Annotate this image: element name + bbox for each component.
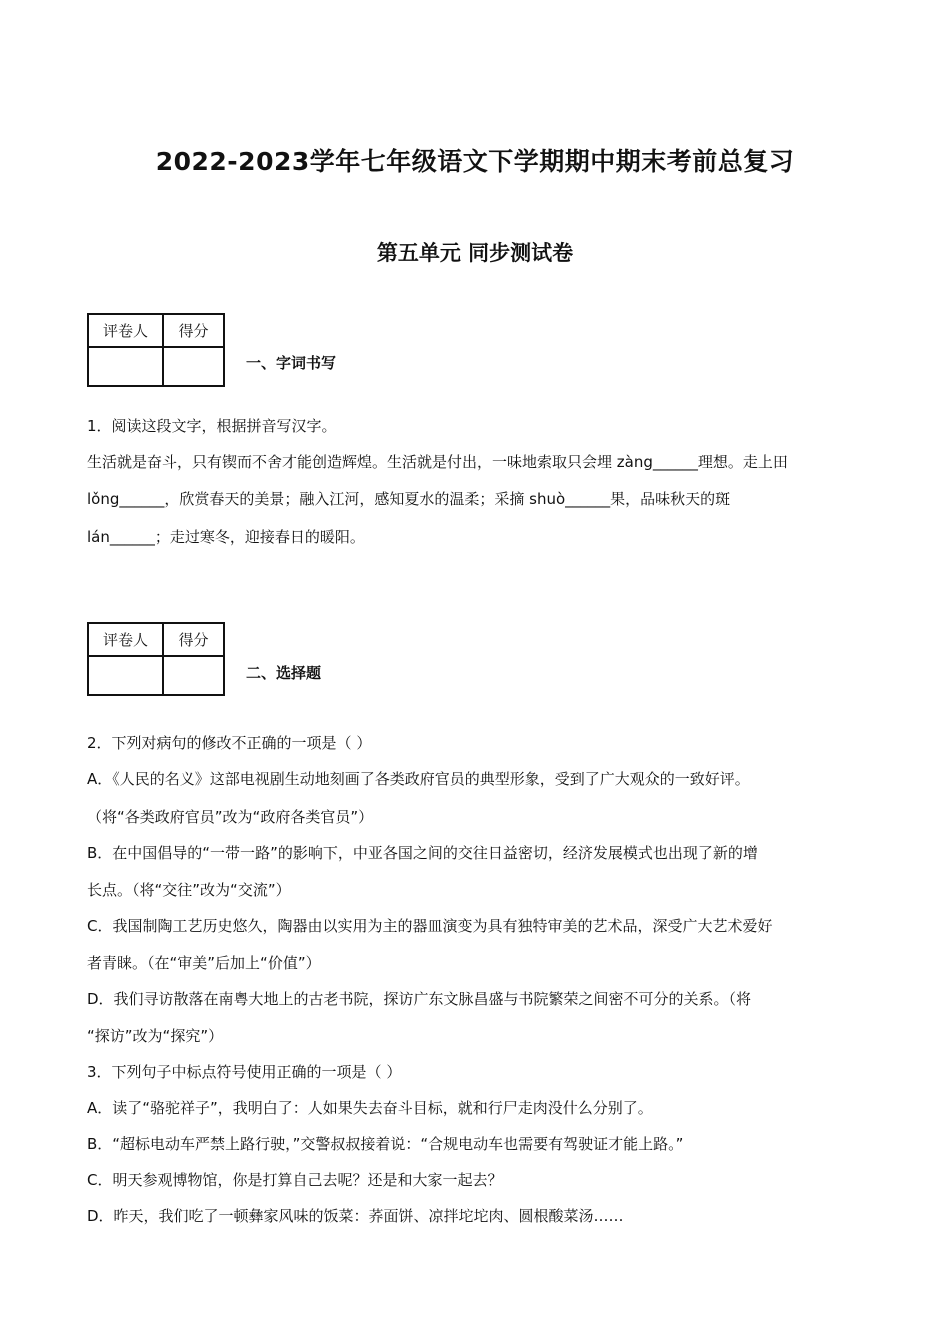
score-table-section-1 [87,313,225,387]
question-1-text-line: lǒng______，欣赏春天的美景；融入江河，感知夏水的温柔；采摘 shuò______果，品味秋天的斑 [87,490,731,508]
question-2-option-b: B．在中国倡导的“一带一路”的影响下，中亚各国之间的交往日益密切，经济发展模式也出现了新的增 [87,844,758,862]
score-cell [163,347,224,386]
reviewer-label: 评卷人 [88,623,163,656]
score-table-section-2 [87,622,225,696]
score-label: 得分 [163,314,224,347]
question-2-option-a: A．《人民的名义》这部电视剧生动地刻画了各类政府官员的典型形象，受到了广大观众的一致好评。 [87,770,750,788]
score-label: 得分 [163,623,224,656]
question-2-option-b-note: 长点。（将“交往”改为“交流”） [87,881,291,899]
reviewer-cell [88,656,163,695]
question-2-option-c: C．我国制陶工艺历史悠久，陶器由以实用为主的器皿演变为具有独特审美的艺术品，深受广大艺术爱好 [87,917,773,935]
reviewer-label: 评卷人 [88,314,163,347]
section-1-heading: 一、字词书写 [246,354,337,372]
main-title: 2022-2023学年七年级语文下学期期中期末考前总复习 [155,147,795,176]
question-3-option-a: A．读了“骆驼祥子”，我明白了：人如果失去奋斗目标，就和行尸走肉没什么分别了。 [87,1099,653,1117]
question-3-option-d: D．昨天，我们吃了一顿彝家风味的饭菜：荞面饼、凉拌坨坨肉、圆根酸菜汤…… [87,1207,624,1225]
question-1-prompt: 1．阅读这段文字，根据拼音写汉字。 [87,417,337,435]
reviewer-cell [88,347,163,386]
question-3-option-b: B．“超标电动车严禁上路行驶，”交警叔叔接着说：“合规电动车也需要有驾驶证才能上路。” [87,1135,684,1153]
sub-title: 第五单元 同步测试卷 [376,241,574,265]
question-1-text-line: 生活就是奋斗，只有锲而不舍才能创造辉煌。生活就是付出，一味地索取只会埋 zàng______理想。走上田 [87,453,788,471]
question-3-option-c: C．明天参观博物馆，你是打算自己去呢？还是和大家一起去？ [87,1171,503,1189]
question-2-option-d: D．我们寻访散落在南粤大地上的古老书院，探访广东文脉昌盛与书院繁荣之间密不可分的关系。（将 [87,990,752,1008]
score-cell [163,656,224,695]
question-1-text-line: lán______；走过寒冬，迎接春日的暖阳。 [87,528,365,546]
section-2-heading: 二、选择题 [246,664,322,682]
question-2-option-a-note: （将“各类政府官员”改为“政府各类官员”） [87,808,374,826]
question-2-prompt: 2．下列对病句的修改不正确的一项是（ ） [87,734,372,752]
question-3-prompt: 3．下列句子中标点符号使用正确的一项是（ ） [87,1063,402,1081]
question-2-option-c-note: 者青睐。（在“审美”后加上“价值”） [87,954,321,972]
question-2-option-d-note: “探访”改为“探究”） [87,1027,224,1045]
